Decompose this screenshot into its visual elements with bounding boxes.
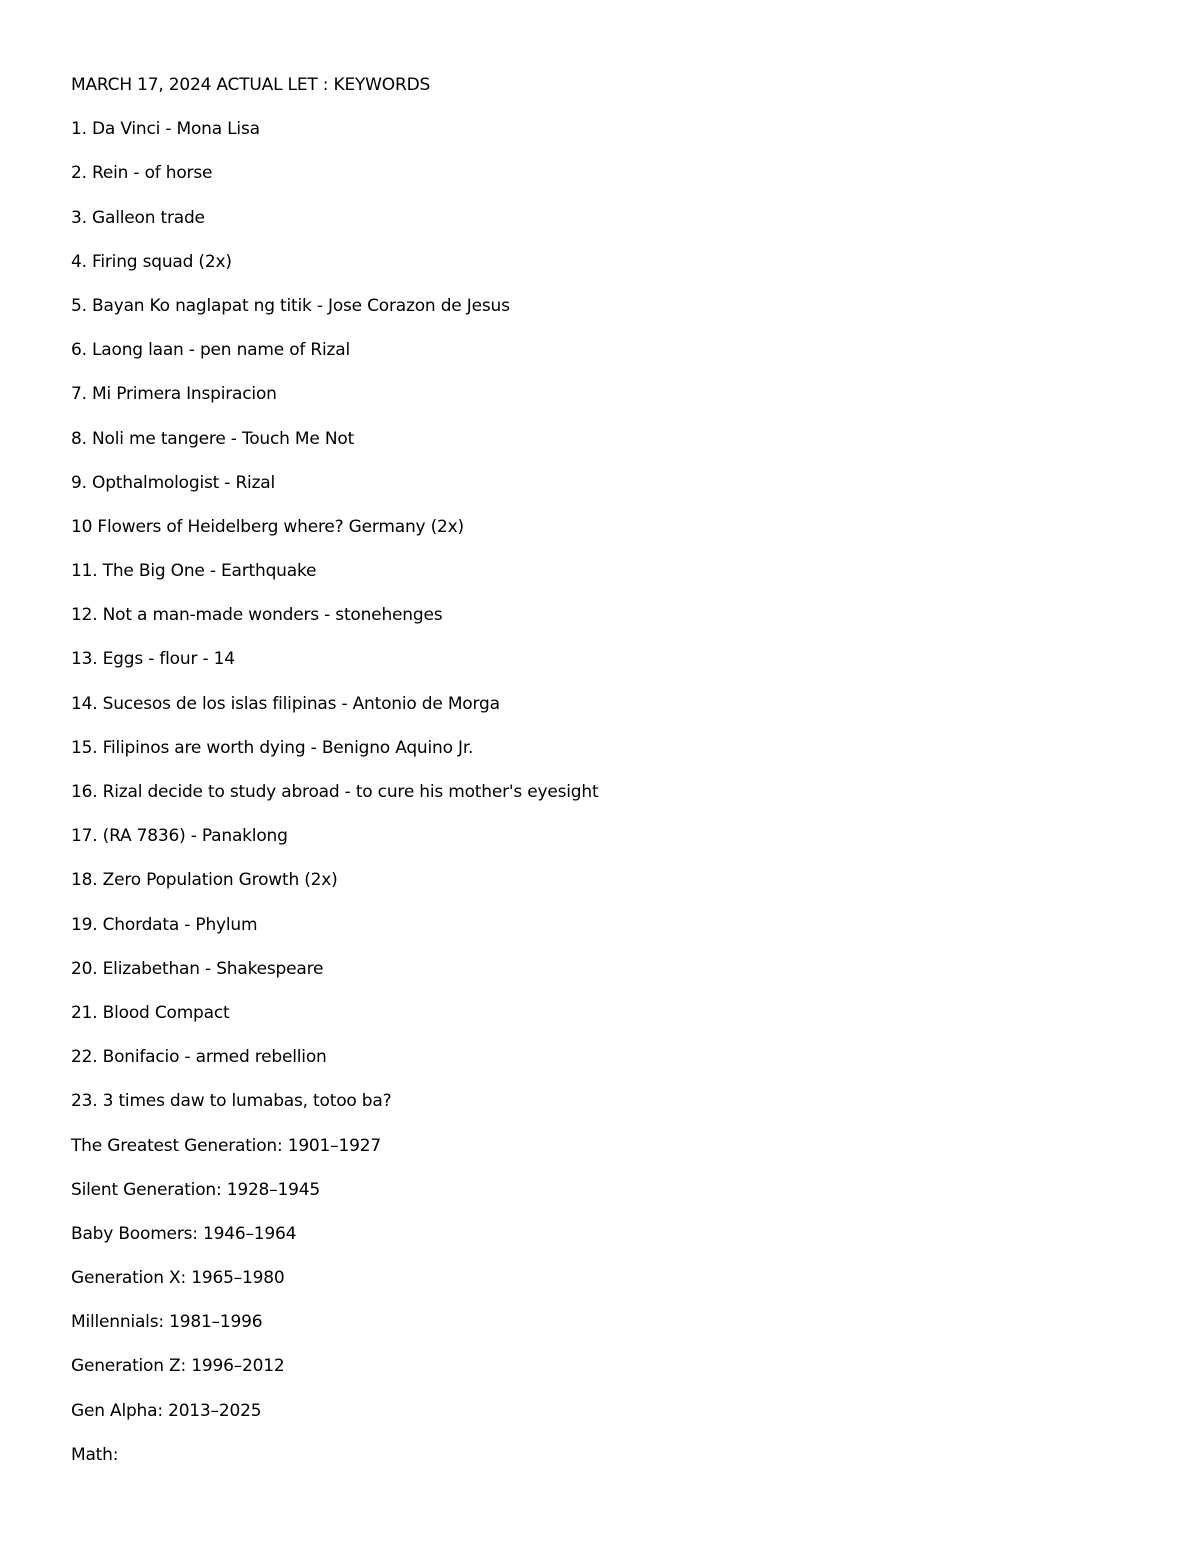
keyword-item: 4. Firing squad (2x)	[71, 251, 232, 272]
keyword-item: 22. Bonifacio - armed rebellion	[71, 1047, 327, 1068]
generation-item: Generation Z: 1996–2012	[71, 1356, 285, 1377]
keyword-item: 19. Chordata - Phylum	[71, 914, 258, 935]
keyword-item: 5. Bayan Ko naglapat ng titik - Jose Corazon de Jesus	[71, 295, 510, 316]
generation-item: Baby Boomers: 1946–1964	[71, 1223, 297, 1244]
keyword-item: 1. Da Vinci - Mona Lisa	[71, 119, 260, 140]
document-body	[71, 73, 598, 1487]
keyword-item: 11. The Big One - Earthquake	[71, 561, 317, 582]
keyword-item: 20. Elizabethan - Shakespeare	[71, 958, 324, 979]
keyword-item: 3. Galleon trade	[71, 207, 205, 228]
keyword-item: 17. (RA 7836) - Panaklong	[71, 826, 288, 847]
generation-item: Millennials: 1981–1996	[71, 1312, 263, 1333]
keyword-item: 18. Zero Population Growth (2x)	[71, 870, 338, 891]
generation-item: Silent Generation: 1928–1945	[71, 1179, 320, 1200]
document-title: MARCH 17, 2024 ACTUAL LET : KEYWORDS	[71, 75, 431, 95]
keyword-item: 13. Eggs - flour - 14	[71, 649, 235, 670]
keyword-item: 9. Opthalmologist - Rizal	[71, 472, 276, 493]
keyword-item: 15. Filipinos are worth dying - Benigno Aquino Jr.	[71, 737, 474, 758]
generation-item: Generation X: 1965–1980	[71, 1268, 285, 1289]
math-heading: Math:	[71, 1444, 119, 1465]
keyword-item: 6. Laong laan - pen name of Rizal	[71, 340, 350, 361]
keyword-item: 23. 3 times daw to lumabas, totoo ba?	[71, 1091, 392, 1112]
keyword-item: 2. Rein - of horse	[71, 163, 213, 184]
keyword-item: 7. Mi Primera Inspiracion	[71, 384, 277, 405]
generation-item: The Greatest Generation: 1901–1927	[71, 1135, 381, 1156]
keyword-item: 10 Flowers of Heidelberg where? Germany (2x)	[71, 516, 464, 537]
keyword-item: 8. Noli me tangere - Touch Me Not	[71, 428, 355, 449]
keyword-item: 21. Blood Compact	[71, 1002, 230, 1023]
generation-item: Gen Alpha: 2013–2025	[71, 1400, 262, 1421]
keyword-item: 12. Not a man-made wonders - stonehenges	[71, 605, 443, 626]
keyword-item: 16. Rizal decide to study abroad - to cure his mother's eyesight	[71, 782, 599, 802]
keyword-item: 14. Sucesos de los islas filipinas - Antonio de Morga	[71, 693, 500, 714]
